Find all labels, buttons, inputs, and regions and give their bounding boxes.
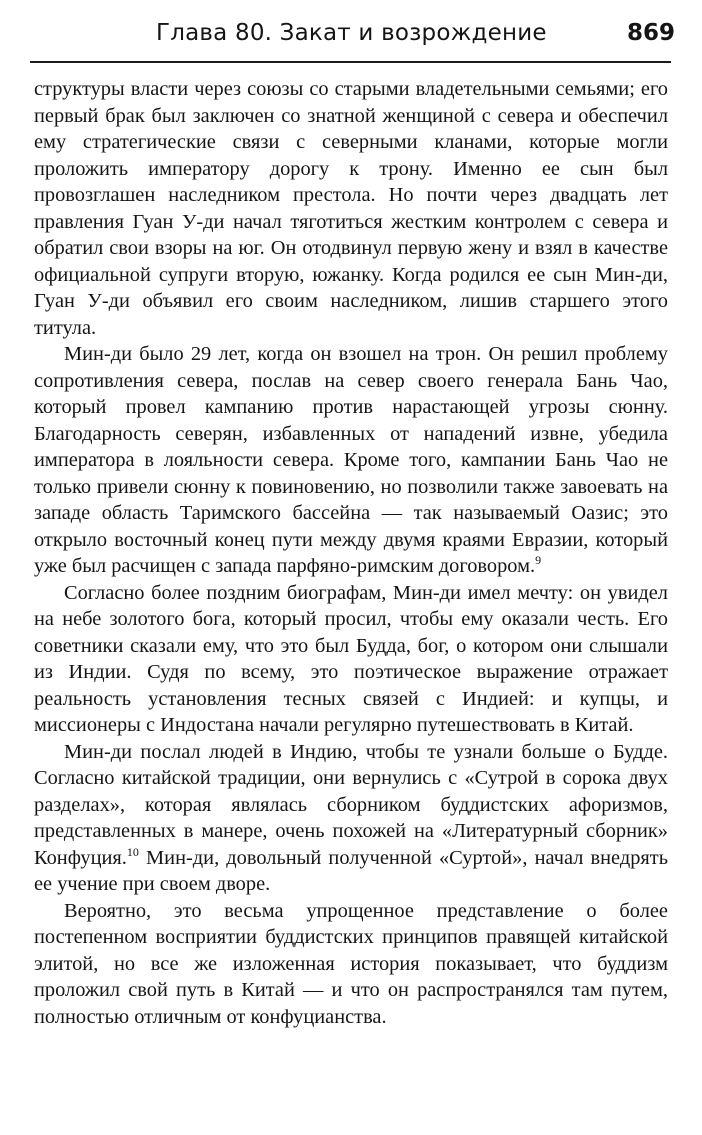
paragraph-5-text: Вероятно, это весьма упрощенное представление о более постепенном восприятии буддистских принципов правящей китайской элитой, но все же изложенная история показывает, что буддизм проложил свой путь в Китай — и что он распространялся там путем, полностью отличным от конфуцианства. <box>34 899 668 1028</box>
paragraph-3 <box>34 580 668 739</box>
running-header <box>30 16 675 56</box>
paragraph-1 <box>34 76 668 341</box>
paragraph-2 <box>34 341 668 580</box>
paragraph-4 <box>34 739 668 898</box>
footnote-ref-10[interactable]: 10 <box>126 844 139 859</box>
body-text <box>34 76 668 1030</box>
chapter-title: Глава 80. Закат и возрождение <box>156 20 547 46</box>
header-divider <box>30 61 671 63</box>
paragraph-4-text-before: Мин-ди послал людей в Индию, чтобы те узнали больше о Будде. Согласно китайской традиции, они вернулись с «Сутрой в сорока двух разделах», которая являлась сборником буддистских афоризмов, представленных в манере, очень похожей на «Литературный сборник» Конфуция. <box>34 740 668 869</box>
paragraph-1-text: структуры власти через союзы со старыми владетельными семьями; его первый брак был заключен со знатной женщиной с севера и обеспечил ему стратегические связи с северными кланами, которые могли проложить императору дорогу к трону. Именно ее сын был провозглашен наследником престола. Но почти через двадцать лет правления Гуан У-ди начал тяготиться жестким контролем с севера и обратил свои взоры на юг. Он отодвинул первую жену и взял в качестве официальной супруги вторую, южанку. Когда родился ее сын Мин-ди, Гуан У-ди объявил его своим наследником, лишив старшего этого титула. <box>34 78 668 339</box>
page-number: 869 <box>626 20 675 46</box>
paragraph-3-text: Согласно более поздним биографам, Мин-ди имел мечту: он увидел на небе золотого бога, который просил, чтобы ему оказали честь. Его советники сказали ему, что это был Будда, бог, о котором они слышали из Индии. Судя по всему, это поэтическое выражение отражает реальность установления тесных связей с Индией: и купцы, и миссионеры с Индостана начали регулярно путешествовать в Китай. <box>34 581 668 736</box>
paragraph-4-text-after: Мин-ди, довольный полученной «Суртой», начал внедрять ее учение при своем дворе. <box>34 846 668 895</box>
footnote-ref-9[interactable]: 9 <box>535 553 542 568</box>
paragraph-2-text: Мин-ди было 29 лет, когда он взошел на трон. Он решил проблему сопротивления севера, послав на север своего генерала Бань Чао, который провел кампанию против нарастающей угрозы сюнну. Благодарность северян, избавленных от нападений извне, убедила императора в лояльности севера. Кроме того, кампании Бань Чао не только привели сюнну к повиновению, но позволили также завоевать на западе область Таримского бассейна — так называемый Оазис; это открыло восточный конец пути между двумя краями Евразии, который уже был расчищен с запада парфяно-римским договором. <box>34 343 668 577</box>
paragraph-5 <box>34 898 668 1031</box>
